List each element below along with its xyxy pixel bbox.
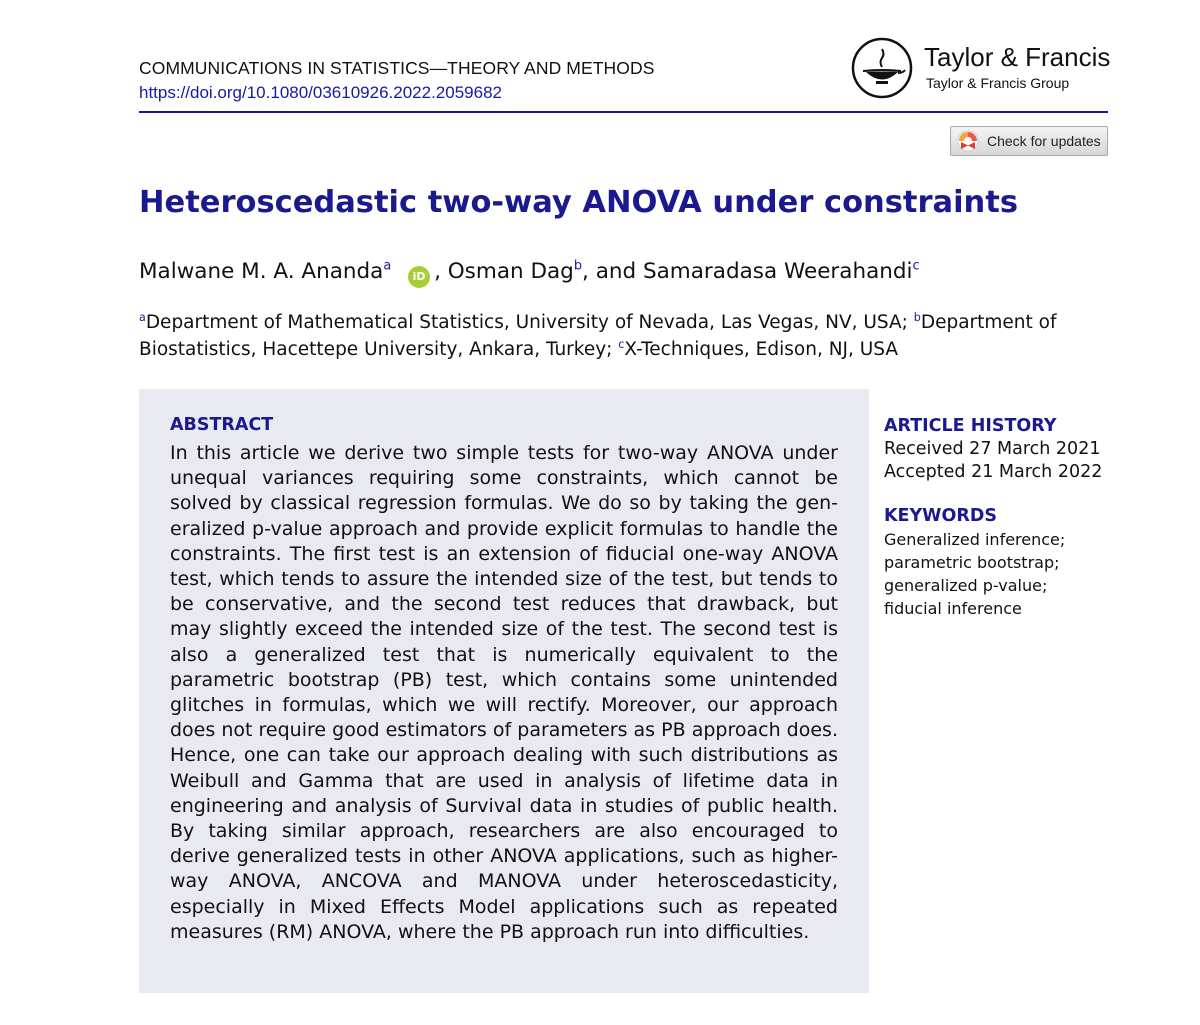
publisher-group: Taylor & Francis Group [926, 75, 1070, 91]
header-divider [139, 111, 1108, 113]
author-name[interactable]: Samaradasa Weerahandi [642, 259, 913, 284]
affiliation-text: X-Techniques, Edison, NJ, USA [624, 339, 899, 360]
affiliation-marker: c [618, 337, 625, 351]
abstract-box [139, 389, 869, 993]
taylor-francis-logo-icon [851, 37, 913, 99]
abstract-heading: ABSTRACT [170, 415, 274, 435]
author-separator: , [434, 259, 448, 284]
abstract-text: In this article we derive two simple tests for two-way ANOVA under unequal variances requiring some constraints, which cannot be solved by classical regression formulas. We do so by taking the generalized p-value approach and provide explicit formulas to handle the constraints. The first test is an extension of fiducial one-way ANOVA test, which tends to assure the intended size of the test, but tends to be conservative, and the second test reduces that drawback, but may slightly exceed the intended size of the test. The second test is also a generalized test that is numerically equivalent to the parametric bootstrap (PB) test, which contains some unintended glitches in formulas, which we will rectify. Moreover, our approach does not require good estimators of parameters as PB approach does. Hence, one can take our approach dealing with such distributions as Weibull and Gamma that are used in analysis of lifetime data in engineering and analysis of Survival data in studies of public health. By taking similar approach, researchers are also encouraged to derive generalized tests in other ANOVA applications, such as higher-way ANOVA, ANCOVA and MANOVA under heteroscedasticity, especially in Mixed Effects Model applications such as repeated measures (RM) ANOVA, where the PB approach run into difficulties. [170, 442, 838, 943]
keyword-item[interactable]: generalized p-value; [884, 576, 1048, 595]
article-history-heading: ARTICLE HISTORY [884, 416, 1057, 436]
check-for-updates-label: Check for updates [987, 133, 1101, 149]
article-sidebar [884, 416, 1144, 620]
orcid-icon[interactable]: iD [408, 266, 430, 288]
affiliation-marker: b [573, 258, 583, 274]
author-name[interactable]: Osman Dag [447, 259, 574, 284]
doi-link[interactable]: https://doi.org/10.1080/03610926.2022.2059682 [139, 83, 502, 102]
author-list [139, 259, 920, 288]
author-separator: , and [582, 259, 643, 284]
keyword-item[interactable]: Generalized inference; [884, 530, 1066, 549]
keyword-item[interactable]: fiducial inference [884, 599, 1022, 618]
publisher-name: Taylor & Francis [924, 42, 1111, 72]
keywords-heading: KEYWORDS [884, 506, 997, 526]
author-name[interactable]: Malwane M. A. Ananda [139, 259, 384, 284]
article-title: Heteroscedastic two-way ANOVA under constraints [139, 185, 1018, 220]
keywords-section [884, 506, 1144, 620]
affiliation-marker: c [912, 258, 920, 274]
journal-name: COMMUNICATIONS IN STATISTICS—THEORY AND METHODS [139, 58, 655, 78]
affiliation-marker: a [383, 258, 392, 274]
affiliations [139, 309, 1069, 363]
keyword-item[interactable]: parametric bootstrap; [884, 553, 1060, 572]
affiliation-marker: a [139, 310, 146, 324]
affiliation-text: Department of Biostatistics, Hacettepe University, Ankara, Turkey; [139, 312, 1057, 360]
affiliation-marker: b [913, 310, 921, 324]
affiliation-text: Department of Mathematical Statistics, University of Nevada, Las Vegas, NV, USA; [145, 312, 914, 333]
publisher-brand[interactable] [851, 37, 1113, 103]
check-for-updates-icon [957, 130, 979, 152]
received-date: Received 27 March 2021 [884, 439, 1101, 459]
accepted-date: Accepted 21 March 2022 [884, 462, 1103, 482]
check-for-updates-button[interactable] [950, 126, 1108, 156]
